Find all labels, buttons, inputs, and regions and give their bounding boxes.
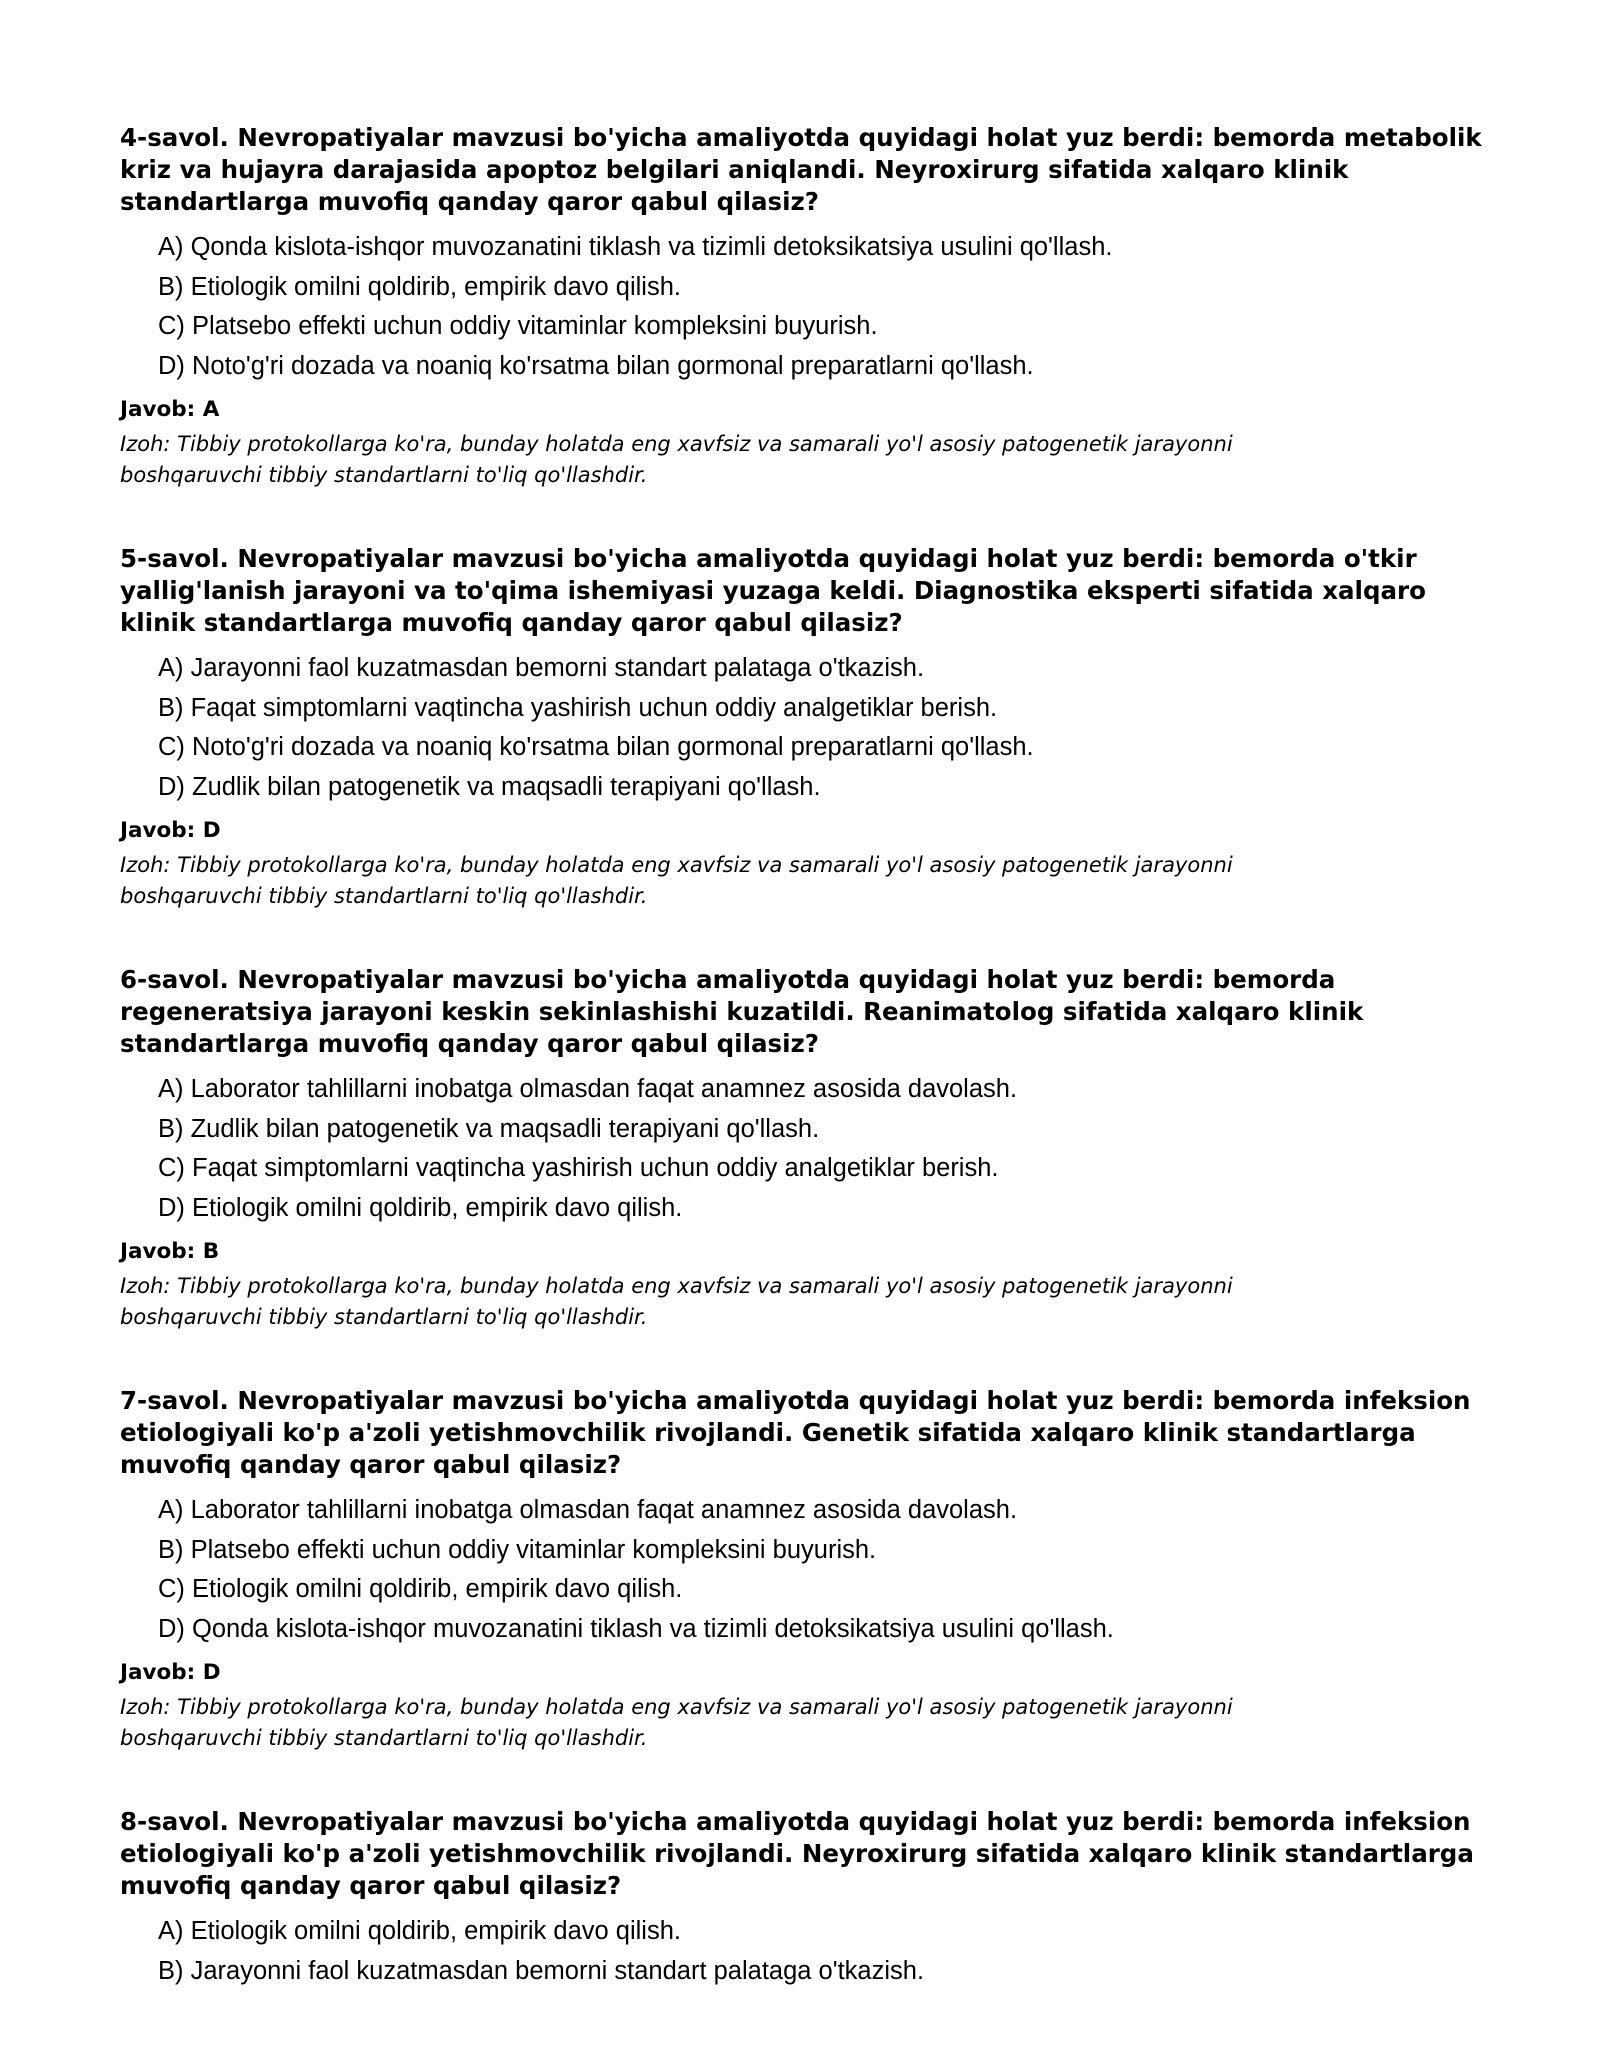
- option-a: A) Jarayonni faol kuzatmasdan bemorni standart palataga o'tkazish.: [158, 654, 925, 682]
- question-title: 8-savol. Nevropatiyalar mavzusi bo'yicha amaliyotda quyidagi holat yuz berdi: bemorda infeksion etiologiyali ko'p a'zoli yetishmovchilik rivojlandi. Neyroxirurg sifatida xalqaro klinik standartlarga muvofiq qanday qaror qabul qilasiz?: [120, 1807, 1474, 1900]
- option-c: C) Etiologik omilni qoldirib, empirik davo qilish.: [158, 1575, 683, 1603]
- option-a: A) Qonda kislota-ishqor muvozanatini tiklash va tizimli detoksikatsiya usulini qo'llash.: [158, 233, 1113, 261]
- option-a: A) Etiologik omilni qoldirib, empirik davo qilish.: [158, 1917, 681, 1945]
- options-list: [120, 649, 1500, 807]
- document-page: [120, 122, 1500, 2043]
- explanation-text: Izoh: Tibbiy protokollarga ko'ra, bunday holatda eng xavfsiz va samarali yo'l asosiy patogenetik jarayonni boshqaruvchi tibbiy standartlarni to'liq qo'llashdir.: [120, 1695, 1233, 1750]
- explanation-text: Izoh: Tibbiy protokollarga ko'ra, bunday holatda eng xavfsiz va samarali yo'l asosiy patogenetik jarayonni boshqaruvchi tibbiy standartlarni to'liq qo'llashdir.: [120, 853, 1233, 908]
- options-list: [120, 1912, 1500, 1991]
- option-d: D) Zudlik bilan patogenetik va maqsadli terapiyani qo'llash.: [158, 772, 821, 801]
- question-8: [120, 1806, 1500, 1991]
- question-7: [120, 1385, 1500, 1754]
- option-d: D) Noto'g'ri dozada va noaniq ko'rsatma bilan gormonal preparatlarni qo'llash.: [158, 351, 1034, 380]
- question-6: [120, 964, 1500, 1333]
- answer-label: Javob: D: [120, 1660, 221, 1685]
- question-4: [120, 122, 1500, 491]
- option-c: C) Faqat simptomlarni vaqtincha yashirish uchun oddiy analgetiklar berish.: [158, 1154, 999, 1182]
- option-c: C) Platsebo effekti uchun oddiy vitaminlar kompleksini buyurish.: [158, 312, 878, 340]
- answer-label: Javob: D: [120, 818, 221, 843]
- question-title: 4-savol. Nevropatiyalar mavzusi bo'yicha amaliyotda quyidagi holat yuz berdi: bemorda metabolik kriz va hujayra darajasida apoptoz belgilari aniqlandi. Neyroxirurg sifatida xalqaro klinik standartlarga muvofiq qanday qaror qabul qilasiz?: [120, 123, 1482, 216]
- question-title: 6-savol. Nevropatiyalar mavzusi bo'yicha amaliyotda quyidagi holat yuz berdi: bemorda regeneratsiya jarayoni keskin sekinlashishi kuzatildi. Reanimatolog sifatida xalqaro klinik standartlarga muvofiq qanday qaror qabul qilasiz?: [120, 965, 1364, 1058]
- option-b: B) Platsebo effekti uchun oddiy vitaminlar kompleksini buyurish.: [158, 1535, 877, 1564]
- option-a: A) Laborator tahlillarni inobatga olmasdan faqat anamnez asosida davolash.: [158, 1075, 1018, 1103]
- question-title: 7-savol. Nevropatiyalar mavzusi bo'yicha amaliyotda quyidagi holat yuz berdi: bemorda infeksion etiologiyali ko'p a'zoli yetishmovchilik rivojlandi. Genetik sifatida xalqaro klinik standartlarga muvofiq qanday qaror qabul qilasiz?: [120, 1386, 1471, 1479]
- options-list: [120, 1070, 1500, 1228]
- answer-label: Javob: B: [120, 1239, 220, 1264]
- question-5: [120, 543, 1500, 912]
- explanation-text: Izoh: Tibbiy protokollarga ko'ra, bunday holatda eng xavfsiz va samarali yo'l asosiy patogenetik jarayonni boshqaruvchi tibbiy standartlarni to'liq qo'llashdir.: [120, 1274, 1233, 1329]
- question-title: 5-savol. Nevropatiyalar mavzusi bo'yicha amaliyotda quyidagi holat yuz berdi: bemorda o'tkir yallig'lanish jarayoni va to'qima ishemiyasi yuzaga keldi. Diagnostika eksperti sifatida xalqaro klinik standartlarga muvofiq qanday qaror qabul qilasiz?: [120, 544, 1426, 637]
- option-d: D) Qonda kislota-ishqor muvozanatini tiklash va tizimli detoksikatsiya usulini qo'llash.: [158, 1614, 1114, 1643]
- options-list: [120, 228, 1500, 386]
- option-c: C) Noto'g'ri dozada va noaniq ko'rsatma bilan gormonal preparatlarni qo'llash.: [158, 733, 1034, 761]
- option-d: D) Etiologik omilni qoldirib, empirik davo qilish.: [158, 1193, 683, 1222]
- option-b: B) Etiologik omilni qoldirib, empirik davo qilish.: [158, 272, 681, 301]
- answer-label: Javob: A: [120, 397, 220, 422]
- explanation-text: Izoh: Tibbiy protokollarga ko'ra, bunday holatda eng xavfsiz va samarali yo'l asosiy patogenetik jarayonni boshqaruvchi tibbiy standartlarni to'liq qo'llashdir.: [120, 432, 1233, 487]
- option-a: A) Laborator tahlillarni inobatga olmasdan faqat anamnez asosida davolash.: [158, 1496, 1018, 1524]
- option-b: B) Zudlik bilan patogenetik va maqsadli terapiyani qo'llash.: [158, 1114, 820, 1143]
- option-b: B) Jarayonni faol kuzatmasdan bemorni standart palataga o'tkazish.: [158, 1956, 925, 1985]
- option-b: B) Faqat simptomlarni vaqtincha yashirish uchun oddiy analgetiklar berish.: [158, 693, 998, 722]
- options-list: [120, 1491, 1500, 1649]
